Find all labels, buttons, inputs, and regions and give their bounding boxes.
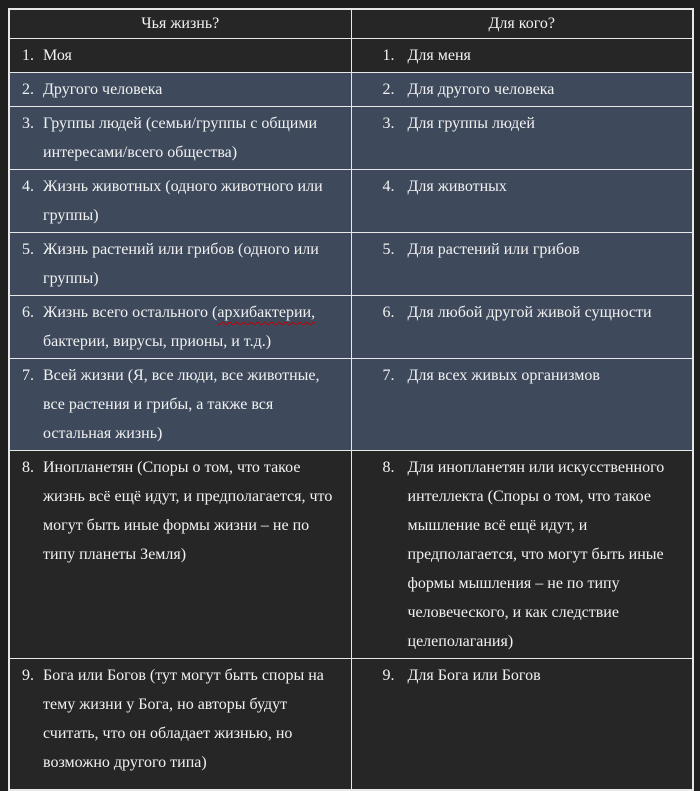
cell-whose-life [9, 107, 351, 170]
cell-for-whom [351, 73, 693, 107]
cell-text [43, 172, 343, 230]
text-fragment: Жизнь растений или грибов (одного или группы) [43, 241, 319, 287]
list-number: 4. [382, 178, 395, 195]
table-row [9, 73, 693, 107]
text-fragment: Для инопланетян или искусственного интеллекта (Споры о том, что такое мышление всё ещё идут, и предполагается, что могут быть иные формы мышления – не по типу человеческого, и как следствие целеполагания) [407, 459, 665, 650]
cell-text [408, 172, 685, 201]
cell-text [43, 361, 343, 448]
list-number: 2. [382, 81, 395, 98]
list-number: 5. [22, 241, 34, 258]
table-row [9, 359, 693, 451]
list-number: 7. [382, 367, 395, 384]
header-row [9, 9, 693, 39]
spellcheck-underlined-word: архибактерии, [217, 304, 316, 321]
cell-for-whom [351, 170, 693, 233]
cell-text [408, 661, 685, 690]
text-fragment: Всей жизни (Я, все люди, все животные, все растения и грибы, а также вся остальная жизнь) [43, 367, 320, 442]
cell-text [408, 235, 685, 264]
text-fragment: Для животных [407, 178, 507, 195]
text-fragment: Для любой другой живой сущности [407, 304, 652, 321]
list-number: 1. [22, 47, 34, 64]
cell-text [43, 109, 343, 167]
list-number: 7. [22, 367, 34, 384]
cell-text [408, 453, 685, 656]
cell-for-whom [351, 107, 693, 170]
cell-text [43, 41, 343, 70]
list-number: 8. [22, 459, 34, 476]
cell-text [43, 298, 343, 356]
cell-text [408, 361, 685, 390]
table-row [9, 233, 693, 296]
cell-whose-life [9, 39, 351, 73]
list-number: 5. [382, 241, 395, 258]
col-header-whose-life: Чья жизнь? [9, 9, 351, 39]
list-number: 3. [382, 115, 395, 132]
list-number: 3. [22, 115, 34, 132]
cell-whose-life [9, 73, 351, 107]
text-fragment: Бога или Богов (тут могут быть споры на тему жизни у Бога, но авторы будут считать, что он обладает жизнью, но возможно другого типа) [43, 667, 324, 771]
cell-text [408, 298, 685, 327]
cell-for-whom [351, 39, 693, 73]
list-number: 9. [22, 667, 34, 684]
cell-text [408, 41, 685, 70]
cell-whose-life [9, 359, 351, 451]
text-fragment: Жизнь животных (одного животного или группы) [43, 178, 323, 224]
table-body [9, 39, 693, 791]
list-number: 6. [22, 304, 34, 321]
list-number: 1. [382, 47, 395, 64]
table-row [9, 39, 693, 73]
list-number: 6. [382, 304, 395, 321]
cell-for-whom [351, 659, 693, 791]
list-number: 8. [382, 459, 395, 476]
cell-whose-life [9, 233, 351, 296]
table-row [9, 296, 693, 359]
life-table [8, 8, 694, 791]
text-fragment: Для меня [407, 47, 471, 64]
text-fragment: Для растений или грибов [407, 241, 580, 258]
cell-for-whom [351, 296, 693, 359]
cell-whose-life [9, 451, 351, 659]
cell-text [43, 235, 343, 293]
cell-for-whom [351, 359, 693, 451]
table-row [9, 107, 693, 170]
cell-whose-life [9, 659, 351, 791]
table-row [9, 659, 693, 791]
cell-text [43, 453, 343, 569]
text-fragment: бактерии, вирусы, прионы, и т.д.) [43, 333, 272, 350]
text-fragment: Группы людей (семьи/группы с общими интересами/всего общества) [43, 115, 318, 161]
list-number: 9. [382, 667, 395, 684]
list-number: 2. [22, 81, 34, 98]
text-fragment: Для Бога или Богов [407, 667, 541, 684]
table-row [9, 170, 693, 233]
table-row [9, 451, 693, 659]
cell-text [43, 75, 343, 104]
text-fragment: Моя [43, 47, 72, 64]
cell-text [408, 109, 685, 138]
cell-whose-life [9, 170, 351, 233]
text-fragment: Для всех живых организмов [407, 367, 600, 384]
cell-for-whom [351, 451, 693, 659]
cell-text [408, 75, 685, 104]
col-header-for-whom: Для кого? [351, 9, 693, 39]
text-fragment: Для группы людей [407, 115, 535, 132]
list-number: 4. [22, 178, 34, 195]
cell-for-whom [351, 233, 693, 296]
text-fragment: Инопланетян (Споры о том, что такое жизнь всё ещё идут, и предполагается, что могут быть иные формы жизни – не по типу планеты Земля) [43, 459, 333, 563]
text-fragment: Другого человека [43, 81, 163, 98]
text-fragment: Для другого человека [407, 81, 555, 98]
text-fragment: Жизнь всего остального ( [43, 304, 218, 321]
cell-text [43, 661, 343, 777]
cell-whose-life [9, 296, 351, 359]
